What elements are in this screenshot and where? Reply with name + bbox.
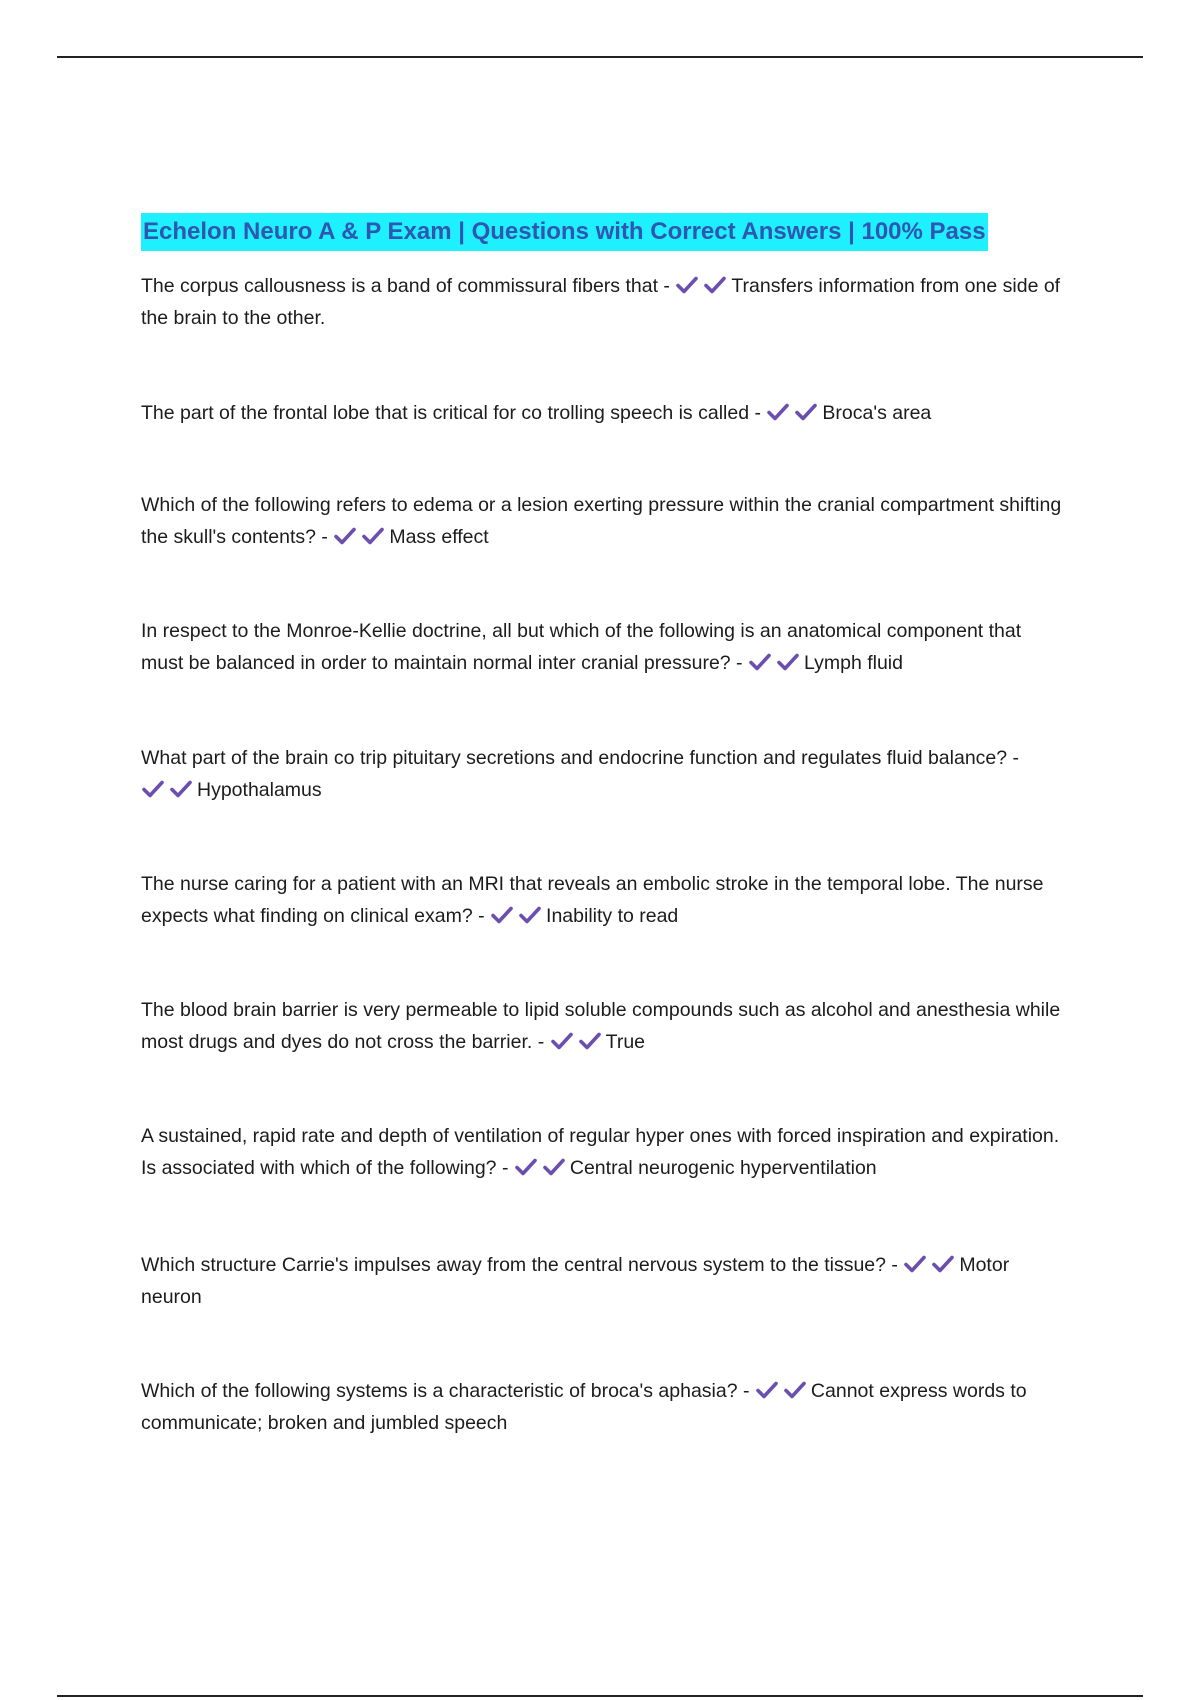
document-title: Echelon Neuro A & P Exam | Questions with Correct Answers | 100% Pass <box>141 213 988 251</box>
separator: - <box>496 1157 514 1179</box>
qa-item-6 <box>141 868 1063 932</box>
qa-item-8 <box>141 1120 1063 1184</box>
separator: - <box>658 275 676 297</box>
question-text: Which of the following systems is a characteristic of broca's aphasia? <box>141 1380 738 1402</box>
separator: - <box>532 1031 550 1053</box>
qa-item-9 <box>141 1249 1063 1313</box>
check-icon <box>550 1030 574 1052</box>
top-rule <box>57 56 1143 58</box>
qa-item-5 <box>141 742 1063 806</box>
separator: - <box>886 1254 904 1276</box>
separator: - <box>472 905 491 927</box>
separator: - <box>737 1380 755 1402</box>
qa-item-3 <box>141 489 1063 553</box>
answer-text: Mass effect <box>389 526 489 548</box>
answer-text: Lymph fluid <box>803 652 903 674</box>
check-icon <box>748 651 772 673</box>
document-header <box>141 213 1041 251</box>
question-text: A sustained, rapid rate and depth of ventilation of regular hyper ones with forced inspiration and expiration. Is associated with which of the following? <box>141 1125 1060 1179</box>
qa-item-7 <box>141 994 1063 1058</box>
answer-text: Central neurogenic hyperventilation <box>569 1157 877 1179</box>
check-icon <box>931 1253 955 1275</box>
answer-text: Motor neuron <box>141 1254 1010 1308</box>
check-icon <box>578 1030 602 1052</box>
check-icon <box>675 274 699 296</box>
check-icon <box>703 274 727 296</box>
question-text: In respect to the Monroe-Kellie doctrine, all but which of the following is an anatomical component that must be balanced in order to maintain normal inter cranial pressure? <box>141 620 1022 674</box>
answer-text: True <box>605 1031 646 1053</box>
question-text: The part of the frontal lobe that is critical for co trolling speech is called <box>141 402 750 424</box>
question-text: The corpus callousness is a band of commissural fibers that <box>141 275 658 297</box>
qa-item-2 <box>141 397 1063 429</box>
check-icon <box>169 778 193 800</box>
answer-text: Hypothalamus <box>197 779 322 801</box>
question-text: The nurse caring for a patient with an MRI that reveals an embolic stroke in the temporal lobe. The nurse expects what finding on clinical exam? <box>141 873 1044 927</box>
check-icon <box>141 778 165 800</box>
qa-item-1 <box>141 270 1063 334</box>
check-icon <box>776 651 800 673</box>
separator: - <box>1007 747 1020 769</box>
separator: - <box>316 526 334 548</box>
check-icon <box>766 401 790 423</box>
check-icon <box>490 904 514 926</box>
qa-item-4 <box>141 615 1063 679</box>
check-icon <box>755 1379 779 1401</box>
check-icon <box>903 1253 927 1275</box>
separator: - <box>730 652 748 674</box>
qa-item-10 <box>141 1375 1063 1439</box>
answer-text: Cannot express words to communicate; broken and jumbled speech <box>141 1380 1027 1434</box>
answer-text: Inability to read <box>546 905 679 927</box>
check-icon <box>361 525 385 547</box>
check-icon <box>794 401 818 423</box>
question-text: Which structure Carrie's impulses away from the central nervous system to the tissue? <box>141 1254 886 1276</box>
check-icon <box>514 1156 538 1178</box>
question-text: The blood brain barrier is very permeable to lipid soluble compounds such as alcohol and anesthesia while most drugs and dyes do not cross the barrier. <box>141 999 1061 1053</box>
question-text: Which of the following refers to edema or a lesion exerting pressure within the cranial compartment shifting the skull's contents? <box>141 494 1062 548</box>
check-icon <box>542 1156 566 1178</box>
answer-text: Transfers information from one side of the brain to the other. <box>141 275 1061 329</box>
check-icon <box>333 525 357 547</box>
check-icon <box>518 904 542 926</box>
bottom-rule <box>57 1695 1143 1697</box>
question-text: What part of the brain co trip pituitary secretions and endocrine function and regulates fluid balance? <box>141 747 1008 769</box>
answer-text: Broca's area <box>822 402 932 424</box>
separator: - <box>749 402 767 424</box>
check-icon <box>783 1379 807 1401</box>
